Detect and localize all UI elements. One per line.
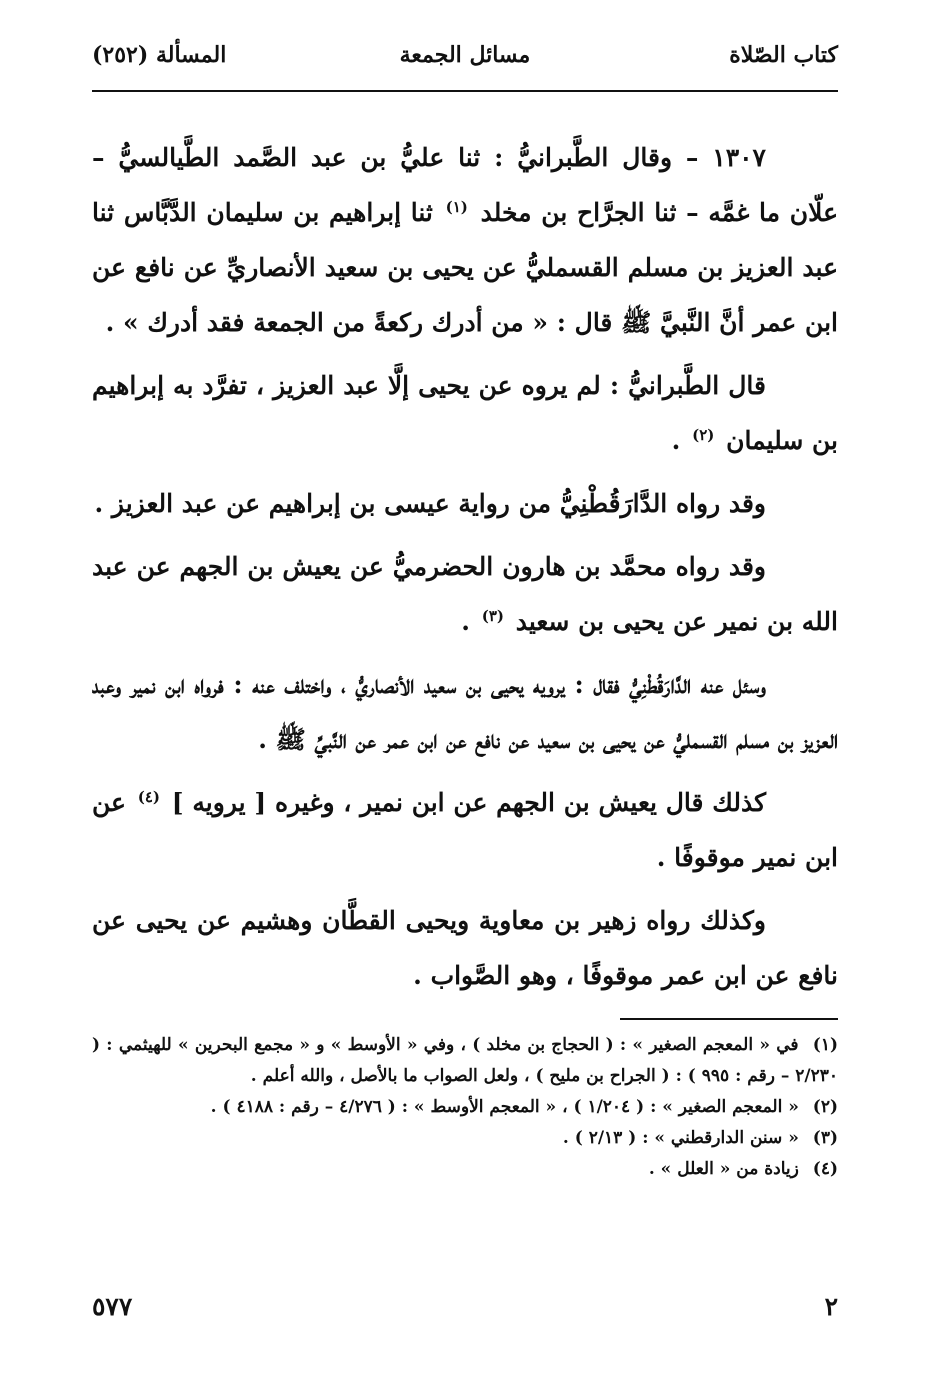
paragraph-hadith-1307 (92, 130, 838, 350)
paragraph-text: عن ابن نمير موقوفًا . (92, 788, 838, 872)
footnote-number: (٤) (812, 1159, 838, 1179)
footnote-ref-2: (٢) (692, 425, 715, 444)
page-number: ٥٧٧ (92, 1292, 133, 1321)
paragraph-text: ثنا إبراهيم بن سليمان الدَّبَّاس ثنا عبد العزيز بن مسلم القسمليُّ عن يحيى بن سعيد الأنصاريِّ عن نافع عن ابن عمر أنَّ النَّبيَّ ﷺ قال : « من أدرك ركعةً من الجمعة فقد أدرك » . (92, 198, 838, 337)
hadith-number: ١٣٠٧ – (685, 143, 766, 172)
paragraph-text: . (461, 607, 470, 636)
footnote-number: (٣) (812, 1128, 838, 1148)
footnote-divider (620, 1018, 838, 1020)
footnote-2 (92, 1092, 838, 1123)
paragraph-text: وقد رواه محمَّد بن هارون الحضرميُّ عن يعيش بن الجهم عن عبد الله بن نمير عن يحيى بن سعيد (92, 552, 838, 636)
footnote-number: (١) (812, 1035, 839, 1055)
footnote-text: « المعجم الصغير » : ( ١/٢٠٤ ) ، « المعجم الأوسط » : ( ٤/٢٧٦ – رقم : ٤١٨٨ ) . (210, 1097, 799, 1117)
footnotes (92, 1030, 838, 1185)
footnote-text: في « المعجم الصغير » : ( الحجاج بن مخلد ) ، وفي « الأوسط » و « مجمع البحرين » للهيثمي : ( ٢/٢٣٠ – رقم : ٩٩٥ ) : ( الجراح بن مليح ) ، ولعل الصواب ما بالأصل ، والله أعلم . (92, 1035, 838, 1086)
volume-number: ٢ (824, 1292, 838, 1321)
paragraph-zuhair-narration (92, 893, 838, 1003)
running-header (92, 42, 838, 76)
header-divider (92, 90, 838, 92)
paragraph-daraqutni-question (92, 657, 838, 767)
paragraph-text: وقال الطَّبرانيُّ : ثنا عليُّ بن عبد الصَّمد الطَّيالسيُّ – علّان ما غمَّه – ثنا الجرَّاح بن مخلد (92, 143, 838, 227)
paragraph-text: قال الطَّبرانيُّ : لم يروه عن يحيى إلَّا عبد العزيز ، تفرَّد به إبراهيم بن سليمان (92, 371, 838, 455)
page-footer (92, 1292, 838, 1322)
footnote-ref-4: (٤) (137, 787, 161, 806)
footnote-number: (٢) (812, 1097, 838, 1117)
header-book-title: كتاب الصّلاة (729, 42, 838, 68)
paragraph-text: كذلك قال يعيش بن الجهم عن ابن نمير ، وغيره [ يرويه ] (171, 788, 766, 817)
footnote-4 (92, 1154, 838, 1185)
paragraph-text: . (671, 426, 681, 455)
paragraph-hadrami-narration (92, 539, 838, 649)
paragraph-daraqutni-narration (92, 476, 838, 531)
header-topic: مسائل الجمعة (399, 42, 531, 68)
footnote-text: « سنن الدارقطني » : ( ٢/١٣ ) . (562, 1128, 799, 1148)
paragraph-text: وسئل عنه الدَّارَقُطْنِيُّ فقال : يرويه يحيى بن سعيد الأنصاريُّ ، واختلف عنه : فرواه ابن نمير وعبد العزيز بن مسلم القسمليُّ عن يحيى بن سعيد عن نافع عن ابن عمر عن النَّبيِّ ﷺ . (92, 670, 838, 754)
footnote-ref-1: (١) (445, 197, 468, 216)
paragraph-text: وقد رواه الدَّارَقُطْنِيُّ من رواية عيسى بن إبراهيم عن عبد العزيز . (94, 489, 766, 518)
main-text (92, 130, 838, 1011)
paragraph-tabarani-comment (92, 358, 838, 468)
paragraph-text: وكذلك رواه زهير بن معاوية ويحيى القطَّان وهشيم عن يحيى عن نافع عن ابن عمر موقوفًا ، وهو الصَّواب . (92, 906, 838, 990)
footnote-3 (92, 1123, 838, 1154)
header-issue-number: المسألة (٢٥٢) (92, 42, 227, 68)
footnote-1 (92, 1030, 838, 1092)
footnote-text: زيادة من « العلل » . (648, 1159, 799, 1179)
footnote-ref-3: (٣) (481, 606, 504, 625)
paragraph-yaish-narration (92, 775, 838, 885)
